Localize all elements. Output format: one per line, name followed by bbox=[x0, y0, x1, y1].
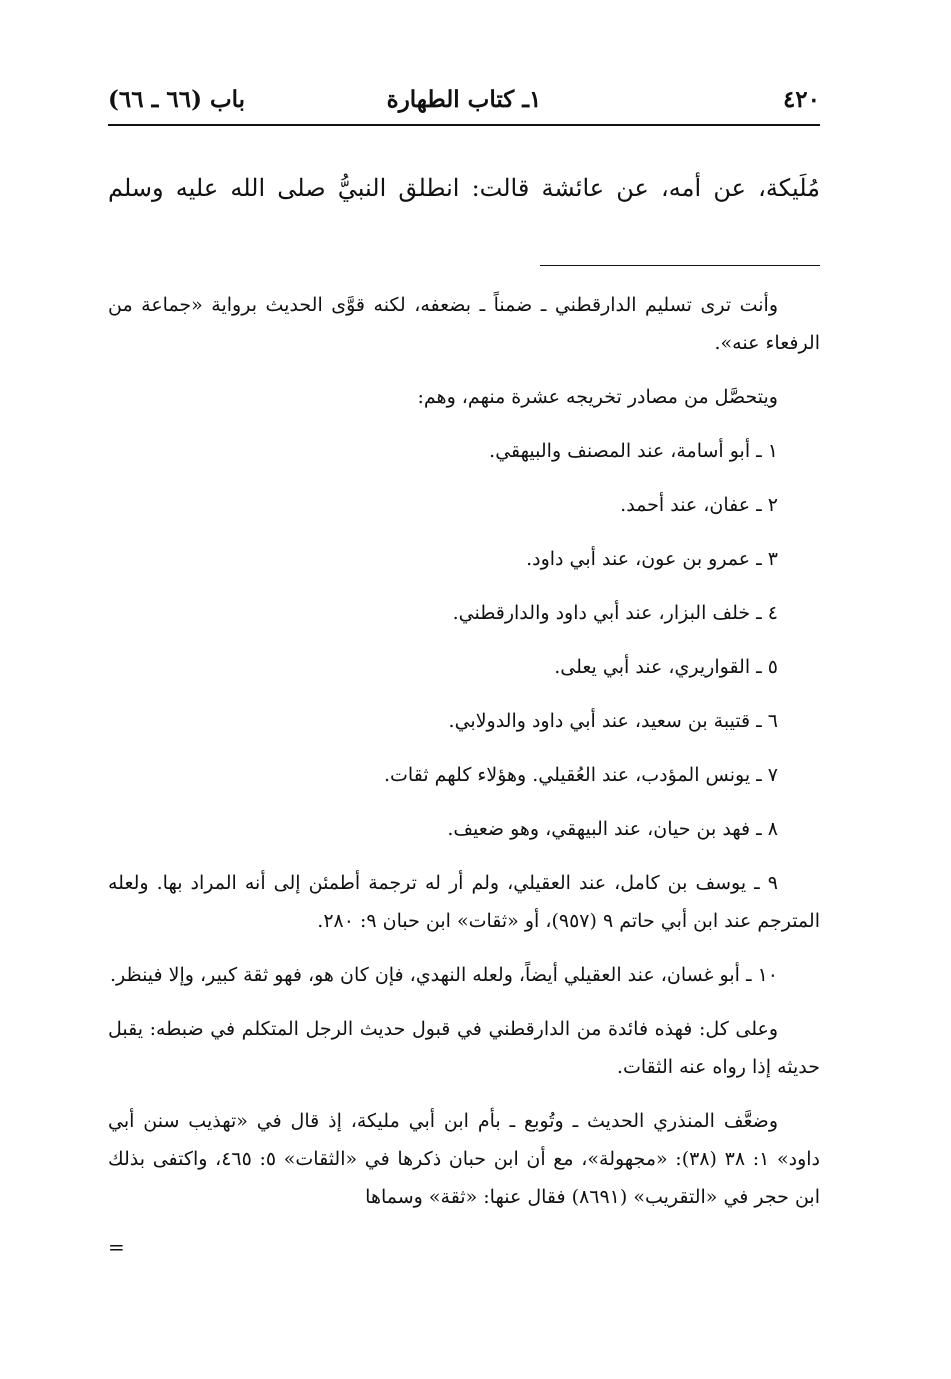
running-header bbox=[108, 86, 820, 126]
main-text: مُلَيكة، عن أمه، عن عائشة قالت: انطلق النبيُّ صلى الله عليه وسلم bbox=[108, 174, 821, 202]
narrator-item: ١ ـ أبو أسامة، عند المصنف والبيهقي. bbox=[489, 440, 778, 462]
narrator-item: ٨ ـ فهد بن حيان، عند البيهقي، وهو ضعيف. bbox=[447, 818, 778, 840]
narrator-item: ٥ ـ القواريري، عند أبي يعلى. bbox=[554, 656, 778, 678]
narrator-item: ١٠ ـ أبو غسان، عند العقيلي أيضاً، ولعله النهدي، فإن كان هو، فهو ثقة كبير، وإلا فينظر. bbox=[109, 964, 778, 986]
narrator-item: ٤ ـ خلف البزار، عند أبي داود والدارقطني. bbox=[452, 602, 778, 624]
continuation-mark: = bbox=[108, 1235, 125, 1259]
narrator-item: ٦ ـ قتيبة بن سعيد، عند أبي داود والدولابي. bbox=[448, 710, 778, 732]
narrator-item: ٢ ـ عفان، عند أحمد. bbox=[620, 494, 778, 516]
header-rule bbox=[108, 124, 820, 126]
narrator-item: ٩ ـ يوسف بن كامل، عند العقيلي، ولم أر له ترجمة أطمئن إلى أنه المراد بها. ولعله المترجم عند ابن أبي حاتم ٩ (٩٥٧)، أو «ثقات» ابن حبان ٩: ٢٨٠. bbox=[108, 872, 820, 932]
page-number: ٤٢٠ bbox=[782, 86, 820, 113]
narrator-item: ٣ ـ عمرو بن عون، عند أبي داود. bbox=[526, 548, 778, 570]
footnote-closing: وضعَّف المنذري الحديث ـ وتُوبع ـ بأم ابن أبي مليكة، إذ قال في «تهذيب سنن أبي داود» ١: ٣٨ (٣٨): «مجهولة»، مع أن ابن حبان ذكرها في «الثقات» ٥: ٤٦٥، واكتفى بذلك ابن حجر في «التقريب» (٨٦٩١) فقال عنها: «ثقة» وسماها bbox=[108, 1110, 820, 1208]
footnote-sources-intro: ويتحصَّل من مصادر تخريجه عشرة منهم، وهم: bbox=[417, 386, 778, 408]
footnotes bbox=[108, 286, 820, 1262]
book-title: ١ـ كتاب الطهارة bbox=[386, 86, 542, 113]
chapter-reference: باب (٦٦ ـ ٦٦) bbox=[108, 86, 246, 113]
footnote-separator bbox=[540, 265, 820, 266]
footnote-conclusion: وعلى كل: فهذه فائدة من الدارقطني في قبول حديث الرجل المتكلم في ضبطه: يقبل حديثه إذا رواه عنه الثقات. bbox=[108, 1018, 820, 1078]
footnote-intro: وأنت ترى تسليم الدارقطني ـ ضمناً ـ بضعفه، لكنه قوَّى الحديث برواية «جماعة من الرفعاء عنه». bbox=[108, 294, 820, 354]
narrator-item: ٧ ـ يونس المؤدب، عند العُقيلي. وهؤلاء كلهم ثقات. bbox=[384, 764, 778, 786]
